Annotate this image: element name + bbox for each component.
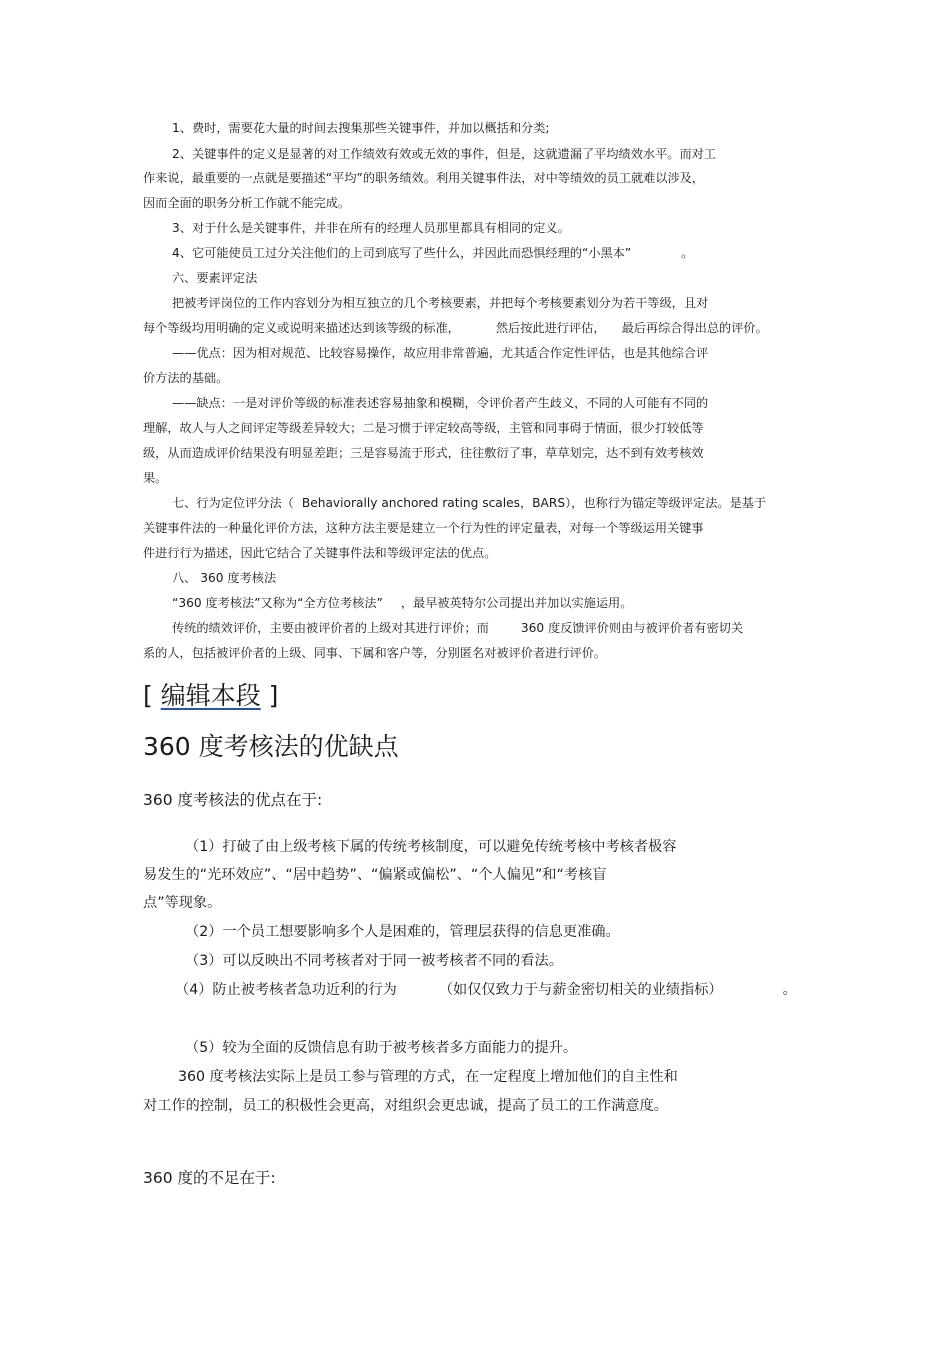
- cons-title: 360 度的不足在于:: [143, 1169, 276, 1187]
- section-6-line-2c: 最后再综合得出总的评价。: [621, 321, 768, 335]
- pros-summary-line-1: 360 度考核法实际上是员工参与管理的方式，在一定程度上增加他们的自主性和: [178, 1069, 678, 1085]
- disadvantage-line-3: 级，从而造成评价结果没有明显差距；三是容易流于形式，往往敷衍了事，草草划完，达不到有效考核效: [143, 446, 704, 460]
- pros-item-3: （3）可以反映出不同考核者对于同一被考核者不同的看法。: [185, 953, 563, 969]
- section-8-line-2b: 360 度反馈评价则由与被评价者有密切关: [520, 621, 744, 635]
- paragraph-2-line-3: 因而全面的职务分析工作就不能完成。: [143, 196, 351, 210]
- section-8-heading: 八、 360 度考核法: [172, 571, 277, 585]
- pros-summary-line-2: 对工作的控制，员工的积极性会更高，对组织会更忠诚，提高了员工的工作满意度。: [143, 1098, 668, 1114]
- section-heading: 360 度考核法的优缺点: [143, 732, 399, 761]
- section-7-line-3: 件进行行为描述，因此它结合了关键事件法和等级评定法的优点。: [143, 546, 497, 560]
- paragraph-1: 1、费时，需要花大量的时间去搜集那些关键事件，并加以概括和分类;: [172, 121, 550, 135]
- paragraph-2-line-1: 2、关键事件的定义是显著的对工作绩效有效或无效的事件，但是，这就遗漏了平均绩效水平。而对工: [172, 147, 717, 161]
- disadvantage-line-4: 果。: [143, 471, 168, 485]
- pros-item-4-end: 。: [782, 982, 797, 998]
- advantage-line-1: ——优点：因为相对规范、比较容易操作，故应用非常普遍，尤其适合作定性评估，也是其他综合评: [172, 346, 709, 360]
- section-8-line-3: 系的人，包括被评价者的上级、同事、下属和客户等，分别匿名对被评价者进行评价。: [143, 646, 607, 660]
- pros-item-1-line-3: 点”等现象。: [143, 895, 222, 911]
- pros-item-4-text: （4）防止被考核者急功近利的行为: [175, 982, 397, 998]
- section-8-line-2: [172, 619, 743, 636]
- paragraph-3: 3、对于什么是关键事件，并非在所有的经理人员那里都具有相同的定义。: [172, 221, 570, 235]
- pros-item-1-line-2: 易发生的“光环效应”、“居中趋势”、“偏紧或偏松”、“个人偏见”和“考核盲: [143, 867, 607, 883]
- advantage-line-2: 价方法的基础。: [143, 371, 229, 385]
- section-7-line-1a: 七、行为定位评分法（: [172, 496, 294, 510]
- disadvantage-line-1: ——缺点：一是对评价等级的标准表述容易抽象和模糊，令评价者产生歧义，不同的人可能有不同的: [172, 396, 709, 410]
- section-6-line-2b: 然后按此进行评估，: [495, 321, 606, 335]
- section-8-line-2a: 传统的绩效评价，主要由被评价者的上级对其进行评价；而: [172, 621, 489, 635]
- section-7-line-2: 关键事件法的一种量化评价方法，这种方法主要是建立一个行为性的评定量表，对每一个等级运用关键事: [143, 521, 704, 535]
- disadvantage-line-2: 理解，故人与人之间评定等级差异较大；二是习惯于评定较高等级，主管和同事碍于情面，很少打较低等: [143, 421, 704, 435]
- pros-item-5: （5）较为全面的反馈信息有助于被考核者多方面能力的提升。: [185, 1040, 578, 1056]
- pros-item-4: [175, 979, 797, 999]
- edit-bracket-close: ]: [260, 681, 279, 710]
- section-6-line-2a: 每个等级均用明确的定义或说明来描述达到该等级的标准，: [143, 321, 460, 335]
- edit-section-link-row: [143, 676, 278, 712]
- paragraph-4: [172, 244, 693, 261]
- pros-item-4-example: （如仅仅致力于与薪金密切相关的业绩指标）: [438, 982, 723, 998]
- section-8-line-1a: “360 度考核法”又称为“全方位考核法”: [172, 596, 383, 610]
- paragraph-4-text: 4、它可能使员工过分关注他们的上司到底写了些什么，并因此而恐惧经理的“小黑本”: [172, 246, 632, 260]
- section-6-line-1: 把被考评岗位的工作内容划分为相互独立的几个考核要素，并把每个考核要素划分为若干等级，且对: [172, 296, 709, 310]
- edit-section-link[interactable]: 编辑本段: [160, 681, 261, 710]
- pros-title: 360 度考核法的优点在于:: [143, 791, 323, 809]
- pros-item-2: （2）一个员工想要影响多个人是困难的，管理层获得的信息更准确。: [185, 924, 620, 940]
- edit-bracket-open: [: [143, 681, 161, 710]
- section-8-line-1b: ，最早被英特尔公司提出并加以实施运用。: [400, 596, 633, 610]
- section-7-line-1: [172, 494, 766, 511]
- pros-item-1-line-1: （1）打破了由上级考核下属的传统考核制度，可以避免传统考核中考核者极容: [185, 839, 677, 855]
- paragraph-2-line-2: 作来说，最重要的一点就是要描述“平均”的职务绩效。利用关键事件法，对中等绩效的员工就难以涉及，: [143, 171, 705, 185]
- section-8-line-1: [172, 594, 632, 611]
- paragraph-4-end: 。: [681, 246, 694, 260]
- section-6-heading: 六、要素评定法: [172, 271, 258, 285]
- section-7-line-1b: Behaviorally anchored rating scales，BARS），也称行为锚定等级评定法。是基于: [301, 496, 767, 510]
- section-6-line-2: [143, 319, 768, 336]
